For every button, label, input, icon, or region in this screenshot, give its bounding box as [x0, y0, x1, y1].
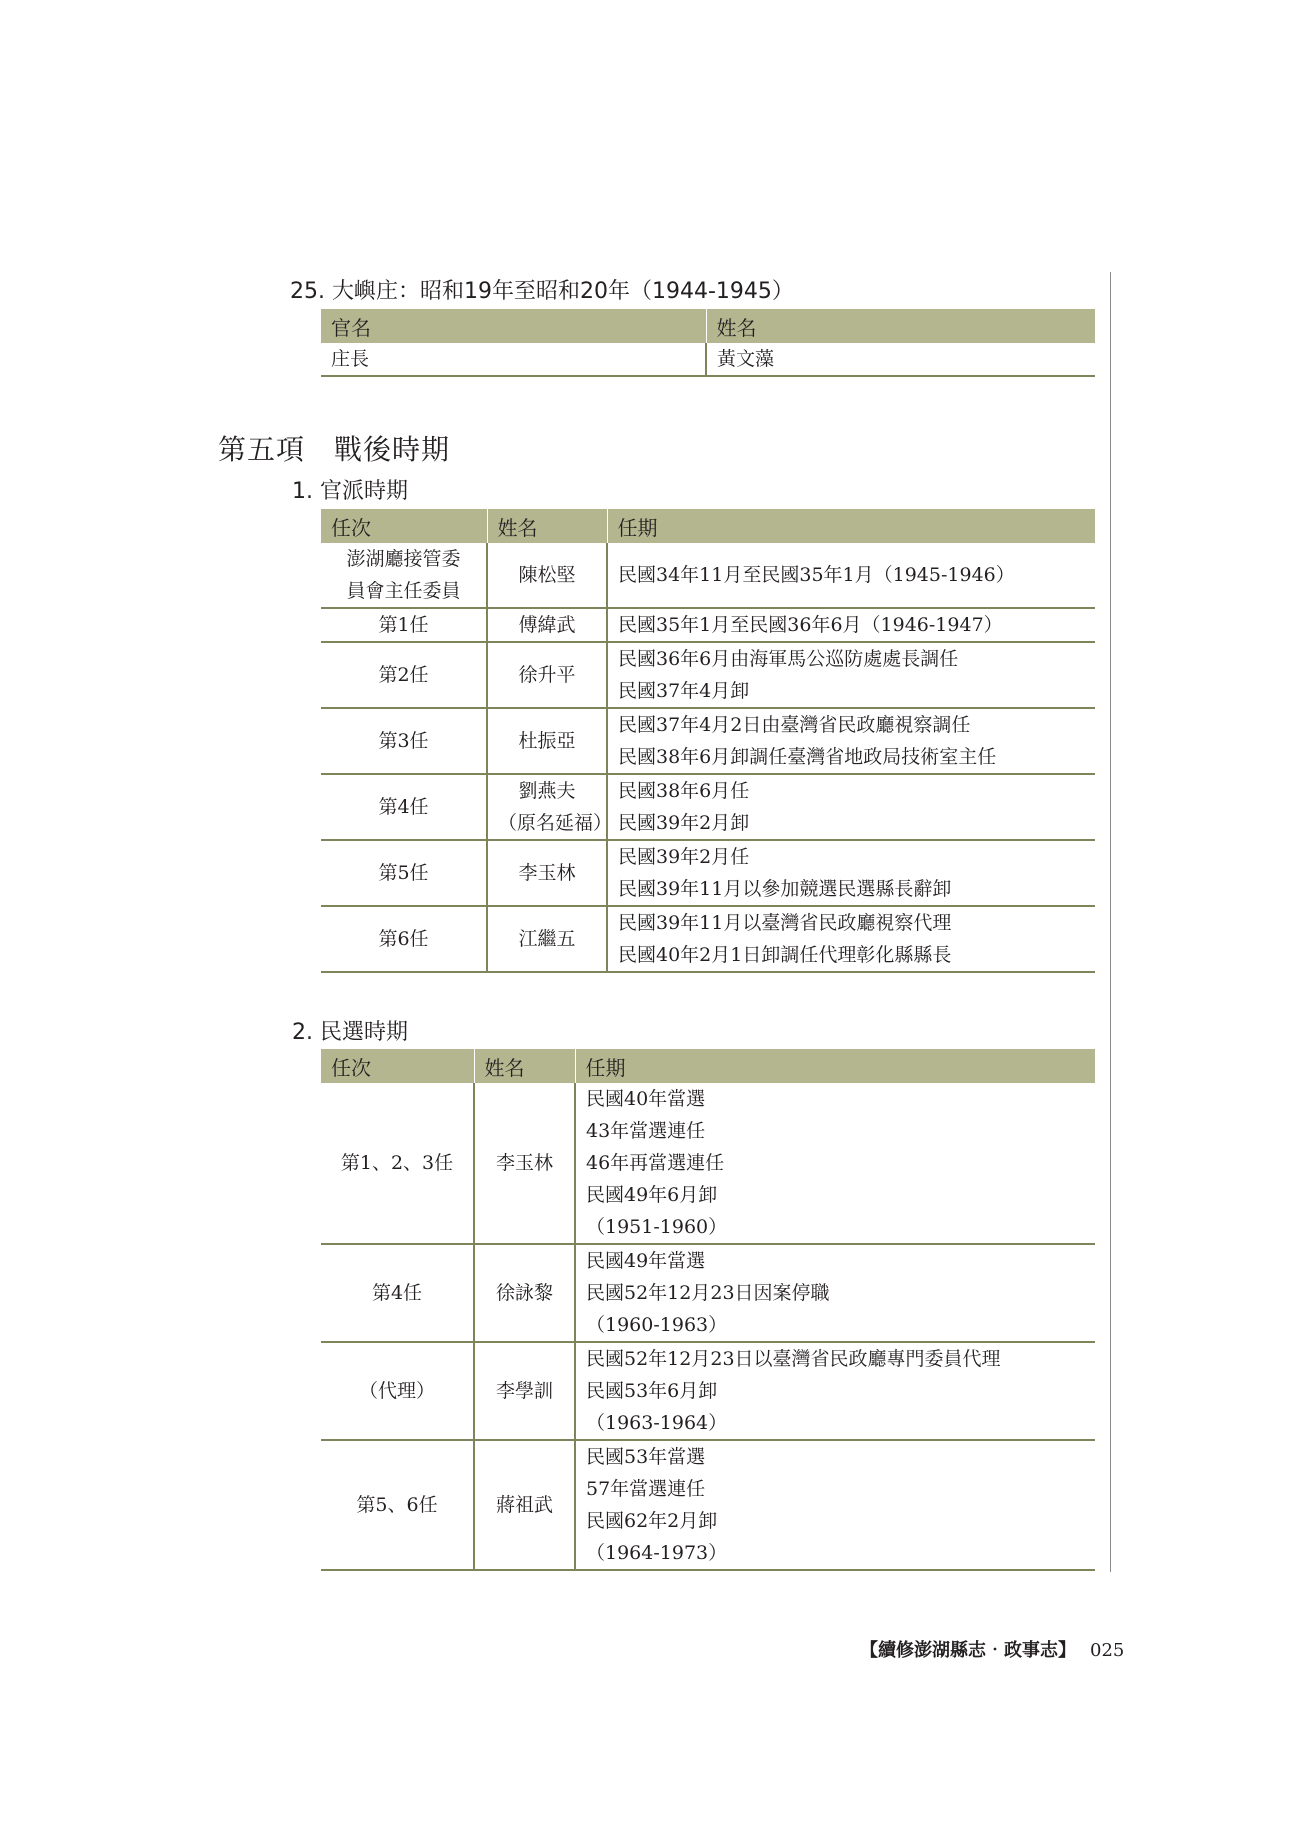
cell-period	[575, 1342, 1095, 1440]
cell-term	[321, 1244, 474, 1342]
cell-period-line: 民國39年2月任	[618, 846, 750, 868]
cell-period	[607, 543, 1095, 608]
cell-name-line: 李玉林	[518, 862, 576, 884]
cell-period-line: 民國39年2月卸	[618, 812, 750, 834]
cell-period-line: 民國39年11月以臺灣省民政廳視察代理	[618, 912, 952, 934]
cell-period-line: 民國40年2月1日卸調任代理彰化縣縣長	[618, 944, 952, 966]
cell-term	[321, 774, 487, 840]
cell-term	[321, 543, 487, 608]
table-row	[321, 906, 1095, 972]
cell-name	[487, 840, 607, 906]
table-row	[321, 1244, 1095, 1342]
header-period: 任期	[607, 509, 1095, 543]
cell-name	[474, 1083, 575, 1244]
header-name: 姓名	[474, 1049, 575, 1083]
cell-term-line: 第4任	[378, 796, 429, 818]
cell-name-line: 徐升平	[518, 664, 576, 686]
cell-period-line: 43年當選連任	[586, 1120, 706, 1142]
cell-name	[474, 1342, 575, 1440]
cell-period-line: 46年再當選連任	[586, 1152, 725, 1174]
table-row	[321, 774, 1095, 840]
cell-term-line: （代理）	[358, 1380, 435, 1402]
cell-term-line: 澎湖廳接管委	[346, 548, 461, 570]
cell-period-line: 民國35年1月至民國36年6月（1946-1947）	[618, 614, 1003, 636]
cell-period-line: 民國49年6月卸	[586, 1184, 718, 1206]
header-term: 任次	[321, 1049, 474, 1083]
cell-term	[321, 608, 487, 642]
cell-term-line: 第4任	[371, 1282, 423, 1304]
cell-period-line: （1951-1960）	[586, 1216, 728, 1238]
cell-name	[487, 708, 607, 774]
cell-period-line: 民國37年4月2日由臺灣省民政廳視察調任	[618, 714, 971, 736]
cell-name	[487, 642, 607, 708]
header-name: 姓名	[706, 309, 1095, 343]
cell-period-line: 民國52年12月23日以臺灣省民政廳專門委員代理	[586, 1348, 1001, 1370]
cell-period	[607, 774, 1095, 840]
cell-name	[474, 1244, 575, 1342]
margin-rule	[1110, 272, 1111, 1572]
cell-name-line: （原名延福）	[498, 812, 613, 834]
table-row	[321, 1342, 1095, 1440]
cell-period	[607, 642, 1095, 708]
cell-period-line: （1960-1963）	[586, 1314, 728, 1336]
cell-name-line: 蔣祖武	[495, 1494, 553, 1516]
elected-period-heading: 2. 民選時期	[292, 1020, 408, 1045]
cell-name	[487, 774, 613, 840]
cell-period-line: 民國49年當選	[586, 1250, 706, 1272]
section-heading: 第五項 戰後時期	[218, 433, 451, 466]
cell-name-line: 李玉林	[495, 1152, 553, 1174]
cell-name-line: 江繼五	[518, 928, 576, 950]
table-row	[321, 642, 1095, 708]
header-official-title: 官名	[321, 309, 706, 343]
cell-period-line: 民國36年6月由海軍馬公巡防處處長調任	[618, 648, 959, 670]
cell-term-line: 第2任	[378, 664, 429, 686]
cell-period-line: （1963-1964）	[586, 1412, 728, 1434]
cell-period-line: 民國38年6月任	[618, 780, 750, 802]
table-row	[321, 343, 1095, 376]
section-25-heading: 25. 大嶼庄：昭和19年至昭和20年（1944-1945）	[290, 279, 794, 304]
cell-term-line: 第6任	[378, 928, 429, 950]
cell-name-line: 傅緯武	[518, 614, 576, 636]
cell-period	[575, 1244, 1095, 1342]
cell-period-line: 民國34年11月至民國35年1月（1945-1946）	[618, 564, 1015, 586]
cell-period-line: 民國52年12月23日因案停職	[586, 1282, 830, 1304]
cell-name	[487, 906, 607, 972]
cell-period-line: （1964-1973）	[586, 1542, 728, 1564]
table-dayu	[321, 309, 1095, 377]
cell-period	[607, 708, 1095, 774]
cell-name-line: 李學訓	[495, 1380, 553, 1402]
cell-term	[321, 1083, 474, 1244]
cell-period	[607, 906, 1095, 972]
table-elected	[321, 1049, 1095, 1571]
table-row	[321, 840, 1095, 906]
table-row	[321, 1083, 1095, 1244]
table-row	[321, 708, 1095, 774]
cell-period	[607, 608, 1095, 642]
cell-period	[575, 1440, 1095, 1570]
cell-term	[321, 1440, 474, 1570]
cell-term	[321, 642, 487, 708]
header-name: 姓名	[487, 509, 607, 543]
cell-term	[321, 708, 487, 774]
cell-period-line: 民國39年11月以參加競選民選縣長辭卸	[618, 878, 952, 900]
cell-name	[487, 608, 607, 642]
cell-period-line: 民國40年當選	[586, 1088, 706, 1110]
cell-name-line: 徐詠黎	[495, 1282, 553, 1304]
cell-title: 庄長	[321, 343, 706, 376]
cell-name: 黃文藻	[706, 343, 1095, 376]
cell-term-line: 第5、6任	[356, 1494, 438, 1516]
cell-name	[474, 1440, 575, 1570]
cell-period-line: 57年當選連任	[586, 1478, 706, 1500]
cell-name-line: 劉燕夫	[518, 780, 576, 802]
header-term: 任次	[321, 509, 487, 543]
cell-period-line: 民國53年6月卸	[586, 1380, 718, 1402]
cell-period-line: 民國37年4月卸	[618, 680, 750, 702]
appointed-period-heading: 1. 官派時期	[292, 479, 408, 504]
table-row	[321, 543, 1095, 608]
cell-term-line: 員會主任委員	[346, 580, 461, 602]
cell-period-line: 民國38年6月卸調任臺灣省地政局技術室主任	[618, 746, 997, 768]
table-row	[321, 1440, 1095, 1570]
cell-term-line: 第1任	[378, 614, 429, 636]
publication-title: 【續修澎湖縣志‧政事志】	[860, 1640, 1076, 1661]
cell-term-line: 第5任	[378, 862, 429, 884]
cell-term-line: 第3任	[378, 730, 429, 752]
cell-period	[575, 1083, 1095, 1244]
cell-name-line: 陳松堅	[518, 564, 576, 586]
cell-name-line: 杜振亞	[518, 730, 576, 752]
cell-term	[321, 906, 487, 972]
page-number: 025	[1090, 1640, 1125, 1661]
cell-period-line: 民國53年當選	[586, 1446, 706, 1468]
table-appointed	[321, 509, 1095, 973]
cell-period	[607, 840, 1095, 906]
cell-term-line: 第1、2、3任	[340, 1152, 454, 1174]
cell-term	[321, 1342, 474, 1440]
cell-period-line: 民國62年2月卸	[586, 1510, 718, 1532]
cell-term	[321, 840, 487, 906]
cell-name	[487, 543, 607, 608]
header-period: 任期	[575, 1049, 1095, 1083]
table-row	[321, 608, 1095, 642]
page-footer	[860, 1636, 1124, 1662]
